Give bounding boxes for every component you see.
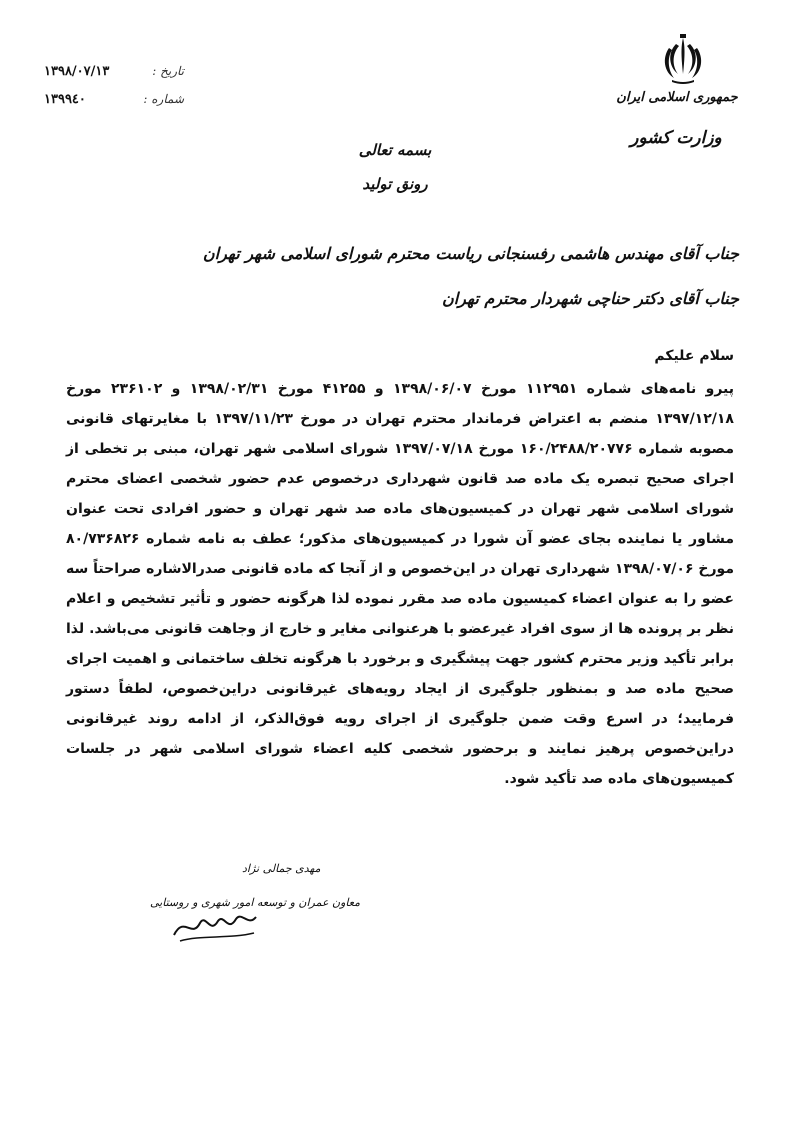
slogan: رونق تولید	[362, 175, 428, 193]
recipient-1: جناب آقای مهندس هاشمی رفسنجانی ریاست محترم شورای اسلامی شهر تهران	[202, 244, 739, 263]
letter-body: پیرو نامه‌های شماره ۱۱۲۹۵۱ مورخ ۱۳۹۸/۰۶/۰۷ و ۴۱۲۵۵ مورخ ۱۳۹۸/۰۲/۳۱ و ۲۳۶۱۰۲ مورخ ۱۳۹۷/۱۲/۱۸ منضم به اعتراض فرماندار محترم تهران در مورخ ۱۳۹۷/۱۱/۲۳ با مغایرتهای قانونی مصوبه شماره ۱۶۰/۲۴۸۸/۲۰۷۷۶ مورخ ۱۳۹۷/۰۷/۱۸ شورای اسلامی شهر تهران، مبنی بر تخطی از اجرای صحیح تبصره یک ماده صد قانون شهرداری درخصوص عدم حضور شخصی اعضای محترم شورای اسلامی شهر تهران در کمیسیون‌های ماده صد شهر تهران و حضور افرادی تحت عنوان مشاور یا نماینده بجای عضو آن شورا در کمیسیون‌های مذکور؛ عطف به نامه شماره ۸۰/۷۳۶۸۲۶ مورخ ۱۳۹۸/۰۷/۰۶ شهرداری تهران در این‌خصوص و از آنجا که ماده قانونی صدرالاشاره صراحتاً سه عضو را به عنوان اعضاء کمیسیون ماده صد مقرر نموده لذا هرگونه حضور و تأثیر تشخیص و اعلام نظر بر پرونده ها از سوی افراد غیرعضو با هرعنوانی مغایر و خارج از وجاهت قانونی می‌باشد. لذا برابر تأکید وزیر محترم کشور جهت پیشگیری و برخورد با هرگونه تخلف ساختمانی و اهمیت اجرای صحیح ماده صد و بمنظور جلوگیری از ایجاد رویه‌های غیرقانونی دراین‌خصوص، لطفاً دستور فرمایید؛ در اسرع وقت ضمن جلوگیری از اجرای رویه فوق‌الذکر، از ادامه روند غیرقانونی دراین‌خصوص پرهیز نمایند و برحضور شخصی کلیه اعضاء شورای اسلامی شهر در جلسات کمیسیون‌های ماده صد تأکید شود.	[66, 381, 735, 787]
number-row	[34, 92, 184, 112]
date-label: تاریخ :	[152, 64, 184, 78]
signer-name: مهدی جمالی نژاد	[242, 862, 321, 875]
date-value: ۱۳۹۸/۰۷/۱۳	[44, 64, 110, 79]
iran-emblem-icon	[660, 34, 706, 86]
org-ministry: وزارت کشور	[630, 128, 722, 148]
recipient-2: جناب آقای دکتر حناچی شهردار محترم تهران	[441, 289, 739, 308]
signature-scribble-icon	[170, 905, 260, 945]
number-value: ۱۳۹۹٤۰	[44, 92, 86, 107]
bismillah: بسمه تعالی	[358, 141, 432, 159]
greeting: سلام علیکم	[654, 348, 734, 364]
signer-title: معاون عمران و توسعه امور شهری و روستایی	[150, 896, 360, 909]
number-label: شماره :	[143, 92, 184, 106]
org-country: جمهوری اسلامی ایران	[616, 90, 738, 105]
date-row	[34, 64, 184, 84]
